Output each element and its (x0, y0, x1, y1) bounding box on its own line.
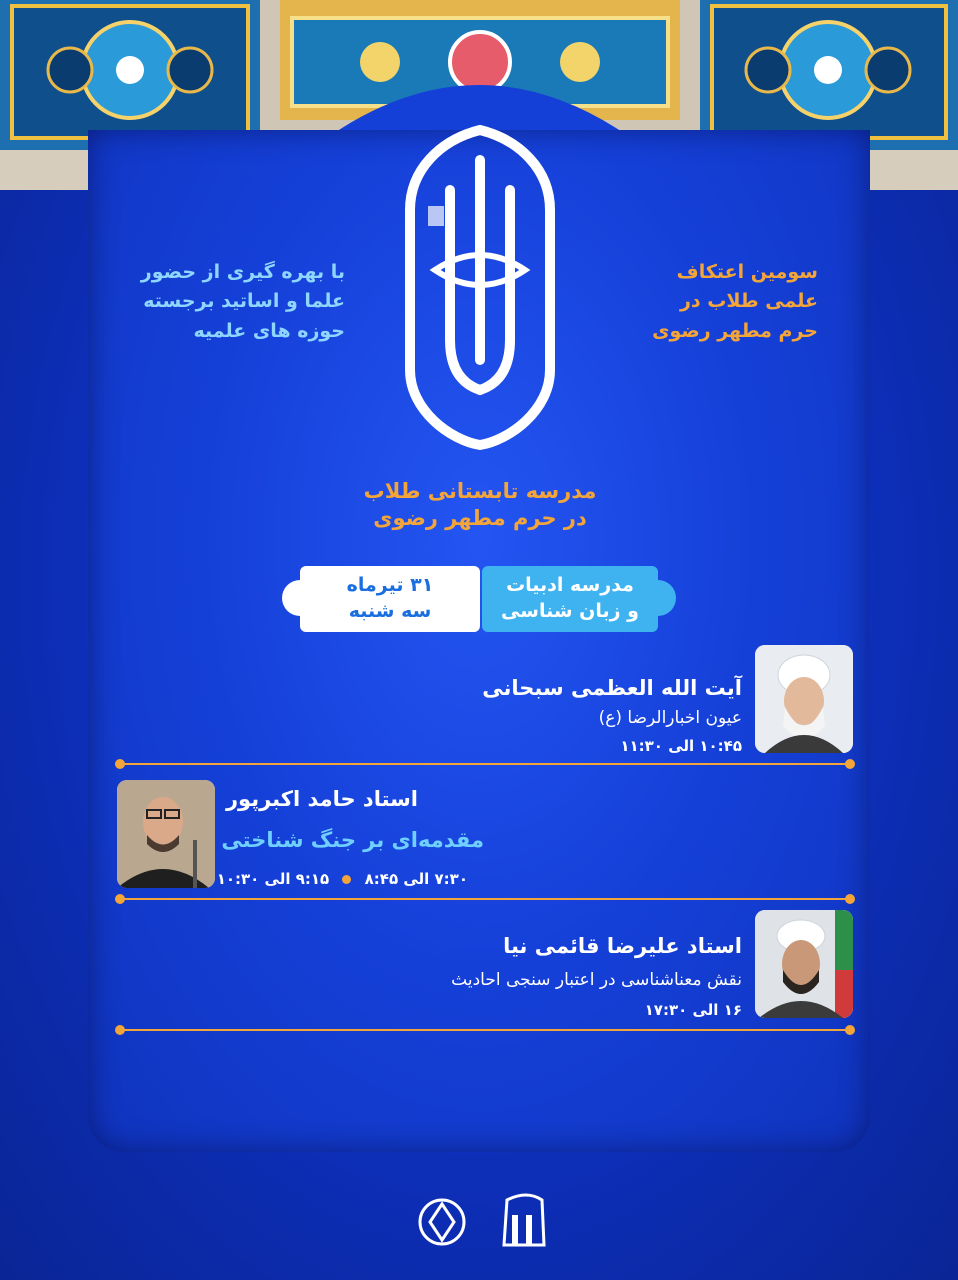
scholars-blurb-line: با بهره گیری از حضور (140, 261, 345, 283)
speaker-photo-sobhani (755, 645, 853, 753)
speaker-time: ۱۰:۴۵ الی ۱۱:۳۰ (620, 737, 742, 755)
school-name (330, 478, 630, 533)
speaker-photo-akbarpour (117, 780, 215, 888)
school-badge-line: مدرسه ادبیات (506, 574, 634, 597)
speaker-topic: عیون اخبارالرضا (ع) (598, 708, 742, 728)
time-separator-dot (342, 875, 351, 884)
school-name-line: مدرسه تابستانی طلاب (363, 479, 597, 503)
school-badge (482, 566, 658, 632)
scholars-blurb-line: حوزه های علمیه (193, 319, 345, 342)
seminary-logo-icon (420, 1200, 464, 1244)
divider (120, 1029, 850, 1031)
school-name-line: در حرم مطهر رضوی (373, 506, 587, 531)
scholars-blurb-line: علما و اساتید برجسته (143, 290, 345, 313)
retreat-blurb-line: حرم مطهر رضوی (652, 319, 818, 342)
divider (120, 763, 850, 765)
retreat-blurb-line: سومین اعتکاف (676, 261, 818, 283)
speaker-photo-ghaeminia (755, 910, 853, 1018)
date-badge-date: ۳۱ تیرماه (346, 574, 434, 597)
speaker-time: ۱۶ الی ۱۷:۳۰ (644, 1001, 742, 1019)
speaker-name: استاد حامد اکبرپور (225, 787, 418, 811)
speaker-time-slot: ۹:۱۵ الی ۱۰:۳۰ (216, 870, 330, 888)
speaker-topic: نقش معناشناسی در اعتبار سنجی احادیث (451, 970, 742, 990)
sponsor-logos (412, 1190, 552, 1260)
school-badge-line: و زبان شناسی (501, 600, 639, 622)
speaker-time-slots (217, 870, 468, 888)
date-badge-day: سه شنبه (348, 600, 432, 622)
speaker-name: آیت الله العظمی سبحانی (482, 676, 742, 700)
speaker-topic: مقدمه‌ای بر جنگ شناختی (221, 828, 484, 852)
retreat-blurb (578, 258, 818, 346)
dar-al-elm-calligraphy-icon (380, 120, 580, 450)
speaker-name: استاد علیرضا قائمی نیا (503, 934, 742, 958)
date-badge (300, 566, 480, 632)
scholars-blurb (120, 258, 345, 346)
retreat-blurb-line: علمی طلاب در (679, 290, 818, 313)
speaker-time-slot: ۷:۳۰ الی ۸:۴۵ (364, 870, 468, 888)
divider (120, 898, 850, 900)
astan-quds-logo-icon (504, 1195, 544, 1245)
